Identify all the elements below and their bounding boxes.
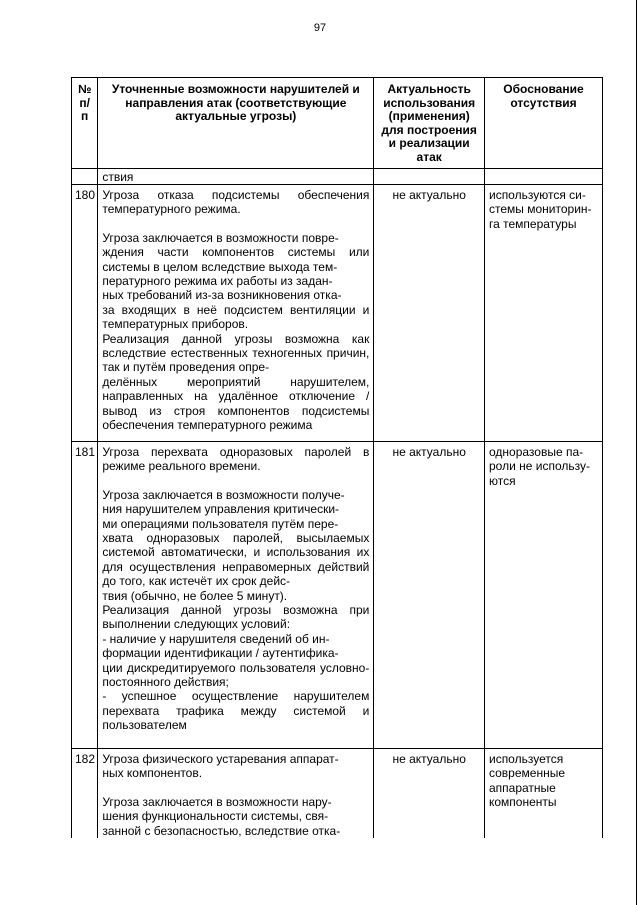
justification-cell — [484, 184, 602, 441]
justification-text: одноразовые па- роли не использу- ются — [488, 444, 590, 488]
header-num-text: № п/п — [77, 82, 92, 124]
row-number: 181 — [72, 441, 98, 748]
threats-table — [71, 77, 603, 838]
continuation-row — [72, 168, 603, 184]
table-row — [72, 441, 603, 748]
header-relevance: Актуальность использования (применения) для построения и реализации атак — [374, 78, 485, 169]
threat-description: Угроза заключается в возможности получе- ния нарушителем управления критически- ми операциями пользователя путём пере- хвата одноразовых паролей, высылаемых системой автоматически, и использования их для осуществления неправомерных действий до того, как истечёт их срок дейс- твия (обычно, не более 5 минут). Реализация данной угрозы возможна при выполнении следующих условий: - наличие у нарушителя сведений об ин- формации идентификации / аутентифика- ции дискредитируемого пользователя условно-постоянного действия; - успешное осуществление нарушителем перехвата трафика между системой и пользователем — [102, 487, 370, 733]
continuation-relevance — [374, 168, 485, 184]
threat-cell — [98, 441, 374, 748]
threat-cell — [98, 748, 374, 838]
justification-text: используется современные аппаратные компоненты — [488, 751, 565, 810]
relevance-cell: не актуально — [374, 184, 485, 441]
header-num — [72, 78, 98, 169]
table-header-row — [72, 78, 603, 169]
relevance-cell: не актуально — [374, 441, 485, 748]
relevance-cell: не актуально — [374, 748, 485, 838]
continuation-num — [72, 168, 98, 184]
row-number: 182 — [72, 748, 98, 838]
page-edge-line — [636, 0, 637, 905]
continuation-text: ствия — [98, 168, 374, 184]
header-justification: Обоснование отсутствия — [484, 78, 602, 169]
justification-cell — [484, 748, 602, 838]
justification-cell — [484, 441, 602, 748]
continuation-justification — [484, 168, 602, 184]
row-number: 180 — [72, 184, 98, 441]
threat-description: Угроза заключается в возможности нару- шения функциональности системы, свя- занной с безопасностью, вследствие отка- — [102, 794, 341, 838]
threat-description: Угроза заключается в возможности повре- ждения части компонентов системы или системы в целом вследствие выхода тем- пературного режима их работы из задан- ных требований из-за возникновения отка- за входящих в неё подсистем вентиляции и температурных приборов. Реализация данной угрозы возможна как вследствие естественных техногенных причин, так и путём проведения опре- делённых мероприятий нарушителем, направленных на удалённое отключение / вывод из строя компонентов подсистемы обеспечения температурного режима — [102, 230, 370, 433]
threat-title: Угроза физического устаревания аппарат- ных компонентов. — [102, 751, 339, 781]
header-threat: Уточненные возможности нарушителей и направления атак (соответствующие актуальные угрозы) — [98, 78, 374, 169]
threat-cell — [98, 184, 374, 441]
table-row — [72, 184, 603, 441]
threat-title: Угроза перехвата одноразовых паролей в режиме реального времени. — [102, 444, 370, 474]
table-row — [72, 748, 603, 838]
justification-text: используются си- стемы мониторин- га температуры — [488, 187, 592, 231]
threat-title: Угроза отказа подсистемы обеспечения температурного режима. — [102, 187, 370, 217]
page-number: 97 — [313, 22, 327, 34]
